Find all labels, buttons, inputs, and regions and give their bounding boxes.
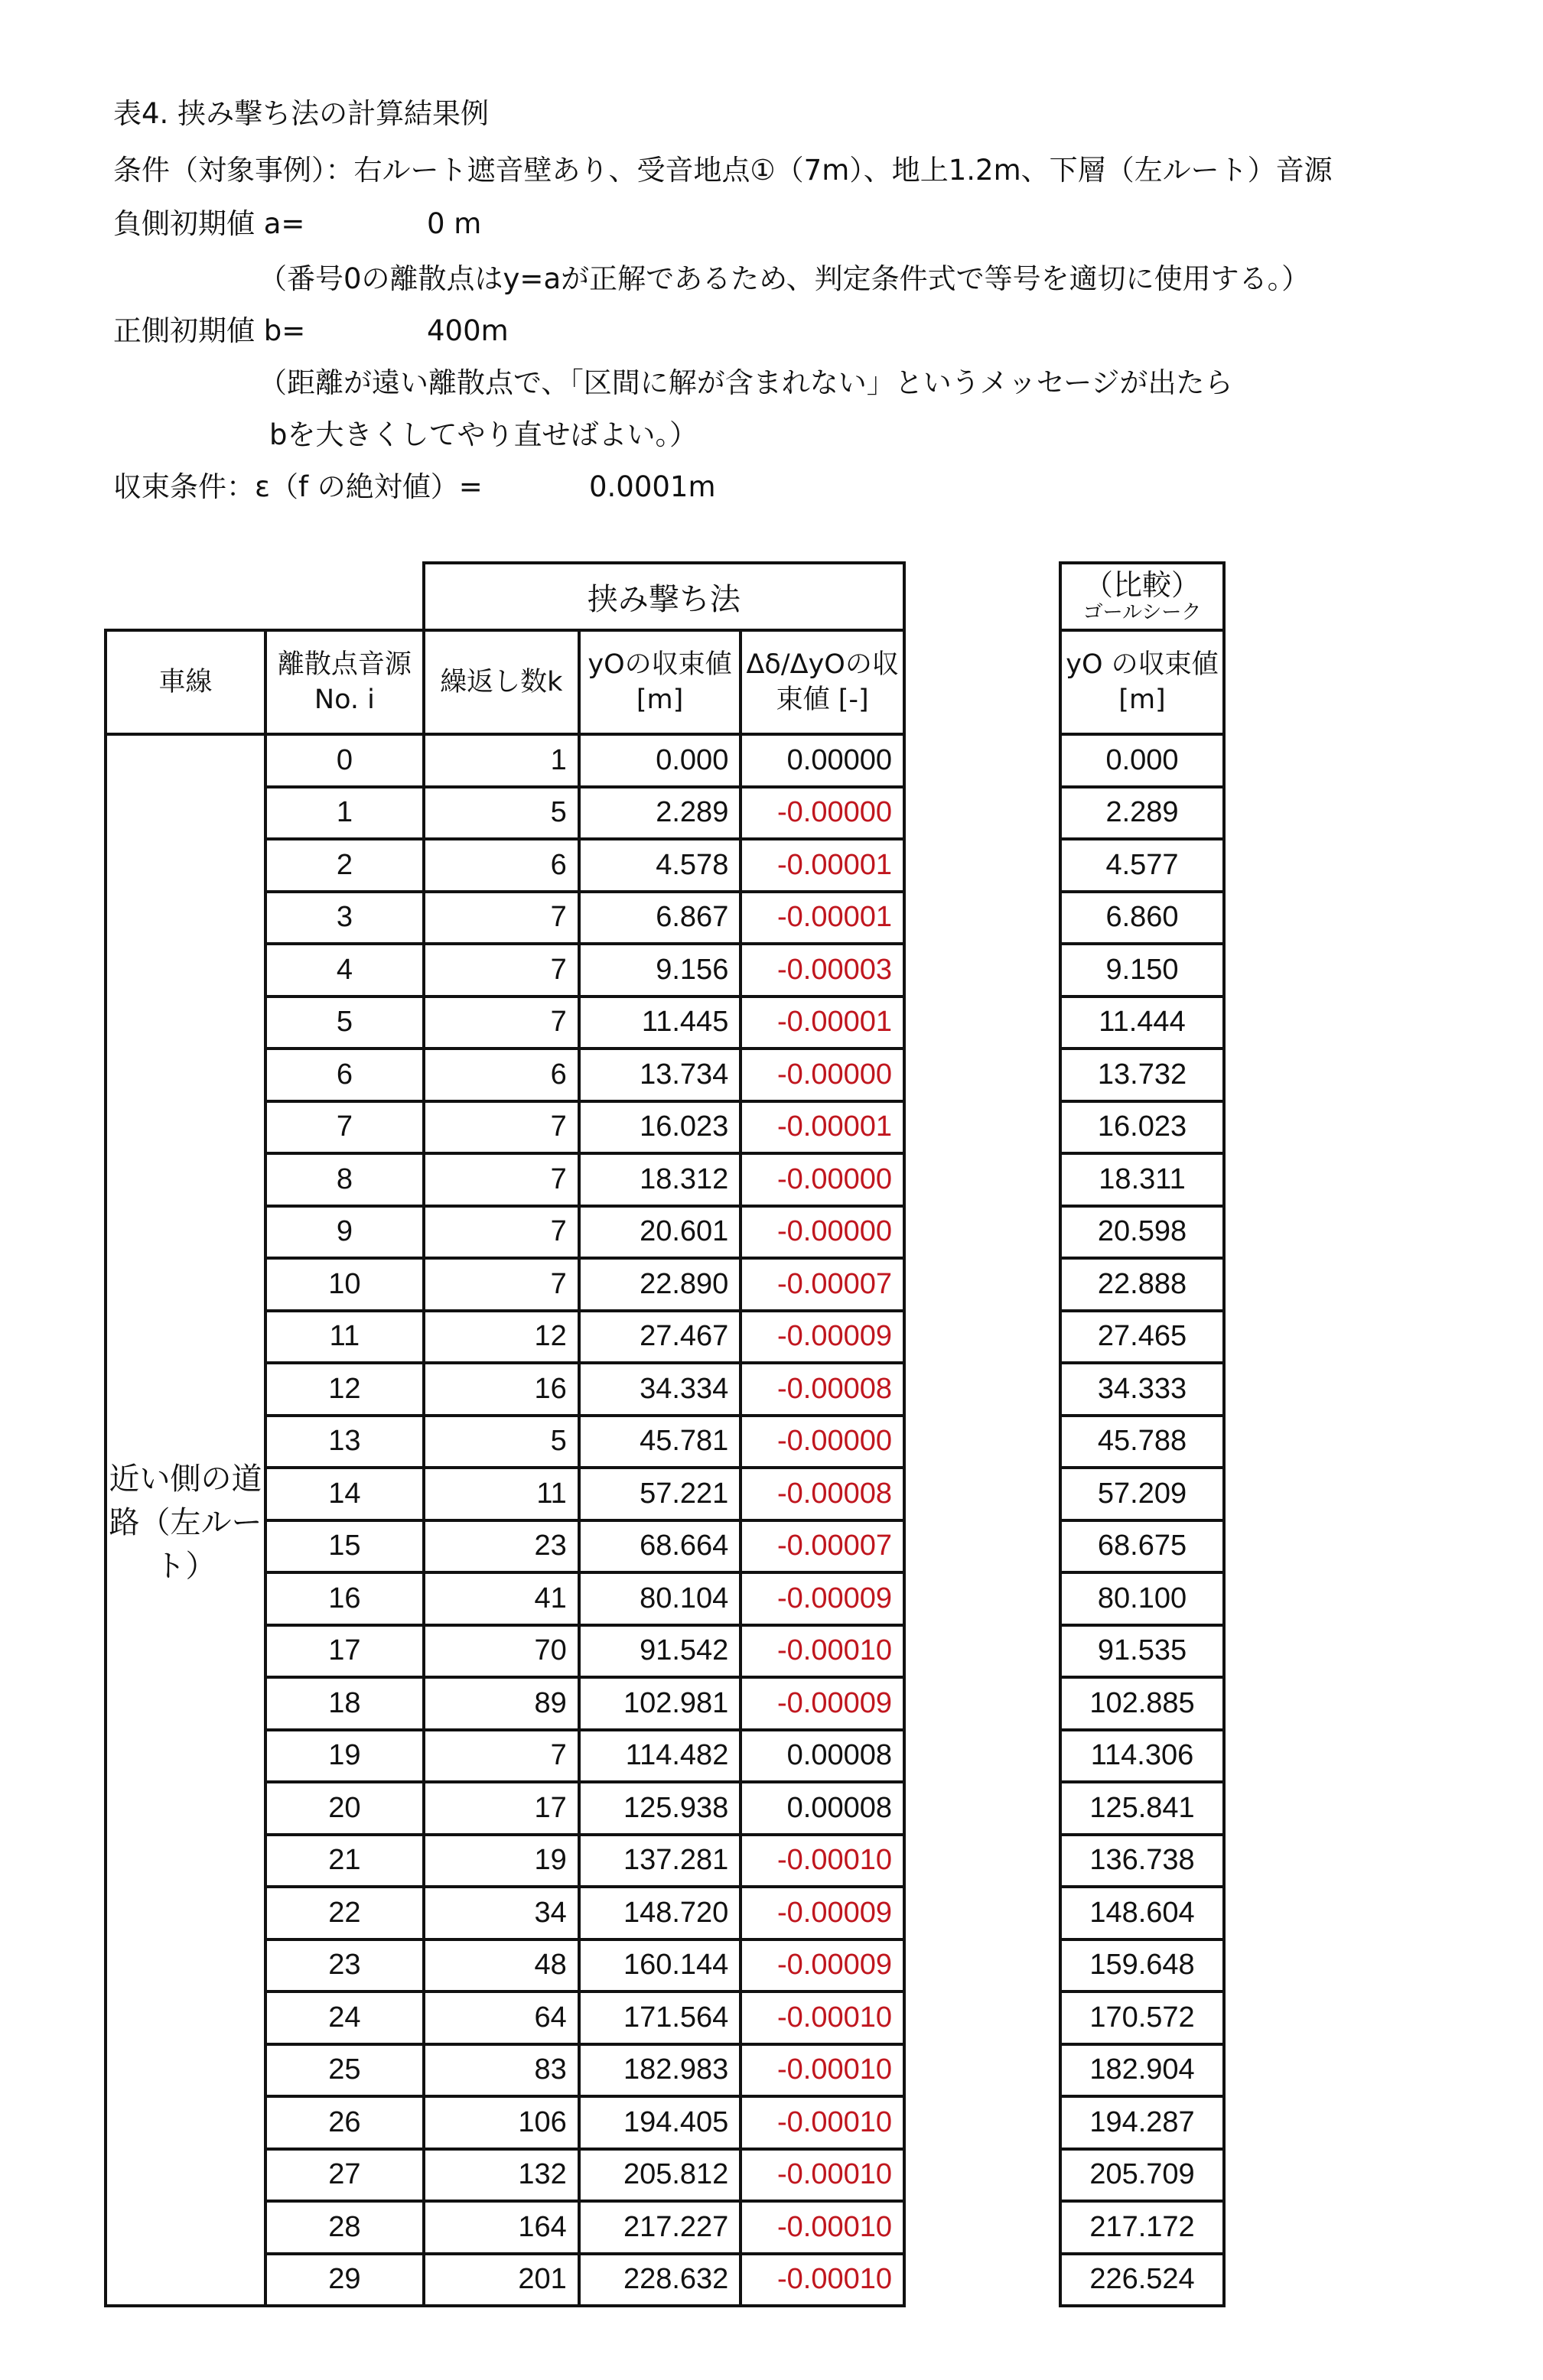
- neg-init-note: （番号0の離散点はy=aが正解であるため、判定条件式で等号を適切に使用する。）: [259, 262, 1310, 295]
- y-value-cell: 114.482: [579, 1730, 741, 1783]
- point-no-cell: 3: [265, 892, 424, 945]
- delta-cell: -0.00000: [741, 787, 904, 840]
- compare-row: [1060, 1416, 1224, 1468]
- point-no-cell: 14: [265, 1468, 424, 1520]
- iteration-cell: 6: [424, 1049, 579, 1101]
- compare-y-cell: 18.311: [1060, 1153, 1224, 1206]
- y-value-cell: 80.104: [579, 1572, 741, 1625]
- iteration-cell: 89: [424, 1677, 579, 1730]
- iteration-cell: 5: [424, 787, 579, 840]
- pos-init-label: 正側初期値 b=: [113, 314, 306, 347]
- iteration-cell: 7: [424, 892, 579, 945]
- y-value-cell: 205.812: [579, 2149, 741, 2202]
- y-value-cell: 91.542: [579, 1625, 741, 1678]
- compare-row: [1060, 1991, 1224, 2044]
- y-value-cell: 11.445: [579, 997, 741, 1049]
- compare-y-cell: 20.598: [1060, 1206, 1224, 1259]
- delta-cell: -0.00010: [741, 1625, 904, 1678]
- compare-row: [1060, 734, 1224, 787]
- compare-row: [1060, 1782, 1224, 1835]
- compare-y-cell: 217.172: [1060, 2201, 1224, 2254]
- y-value-cell: 68.664: [579, 1520, 741, 1573]
- delta-cell: -0.00003: [741, 944, 904, 997]
- y-value-cell: 217.227: [579, 2201, 741, 2254]
- point-no-cell: 21: [265, 1835, 424, 1887]
- delta-cell: -0.00010: [741, 1991, 904, 2044]
- compare-row: [1060, 1939, 1224, 1992]
- compare-row: [1060, 787, 1224, 840]
- compare-y-cell: 194.287: [1060, 2096, 1224, 2149]
- lane-cell: 近い側の道路（左ルート）: [106, 734, 265, 2306]
- y-value-cell: 182.983: [579, 2044, 741, 2097]
- compare-y-cell: 13.732: [1060, 1049, 1224, 1101]
- delta-cell: -0.00009: [741, 1677, 904, 1730]
- y-value-cell: 171.564: [579, 1991, 741, 2044]
- compare-row: [1060, 2201, 1224, 2254]
- group-header-bisection: 挟み撃ち法: [424, 563, 904, 630]
- compare-row: [1060, 1101, 1224, 1154]
- compare-row: [1060, 1625, 1224, 1678]
- compare-row: [1060, 2096, 1224, 2149]
- pos-init-note-1: （距離が遠い離散点で、「区間に解が含まれない」というメッセージが出たら: [259, 366, 1233, 399]
- delta-cell: -0.00000: [741, 1416, 904, 1468]
- results-table: [104, 561, 906, 2307]
- point-no-cell: 29: [265, 2254, 424, 2307]
- compare-y-cell: 80.100: [1060, 1572, 1224, 1625]
- iteration-cell: 201: [424, 2254, 579, 2307]
- y-value-cell: 16.023: [579, 1101, 741, 1154]
- point-no-cell: 10: [265, 1258, 424, 1311]
- compare-y-cell: 148.604: [1060, 1887, 1224, 1939]
- iteration-cell: 70: [424, 1625, 579, 1678]
- point-no-cell: 24: [265, 1991, 424, 2044]
- point-no-cell: 2: [265, 839, 424, 892]
- delta-cell: -0.00008: [741, 1468, 904, 1520]
- iteration-cell: 7: [424, 1153, 579, 1206]
- iteration-cell: 23: [424, 1520, 579, 1573]
- compare-y-cell: 114.306: [1060, 1730, 1224, 1783]
- pos-init-note-2: bを大きくしてやり直せばよい。）: [269, 418, 698, 451]
- compare-row: [1060, 1206, 1224, 1259]
- compare-y-cell: 0.000: [1060, 734, 1224, 787]
- point-no-cell: 4: [265, 944, 424, 997]
- col-header-iter: 繰返し数k: [424, 630, 579, 734]
- y-value-cell: 57.221: [579, 1468, 741, 1520]
- compare-row: [1060, 1677, 1224, 1730]
- y-value-cell: 13.734: [579, 1049, 741, 1101]
- point-no-cell: 5: [265, 997, 424, 1049]
- neg-init-label: 負側初期値 a=: [113, 207, 305, 240]
- delta-cell: 0.00008: [741, 1730, 904, 1783]
- delta-cell: -0.00010: [741, 2149, 904, 2202]
- compare-y-cell: 136.738: [1060, 1835, 1224, 1887]
- delta-cell: -0.00000: [741, 1049, 904, 1101]
- iteration-cell: 7: [424, 1730, 579, 1783]
- iteration-cell: 16: [424, 1363, 579, 1416]
- compare-y-cell: 2.289: [1060, 787, 1224, 840]
- delta-cell: -0.00009: [741, 1311, 904, 1364]
- y-value-cell: 27.467: [579, 1311, 741, 1364]
- point-no-cell: 25: [265, 2044, 424, 2097]
- compare-y-cell: 159.648: [1060, 1939, 1224, 1992]
- iteration-cell: 106: [424, 2096, 579, 2149]
- compare-y-cell: 102.885: [1060, 1677, 1224, 1730]
- table-row: [106, 734, 904, 787]
- y-value-cell: 18.312: [579, 1153, 741, 1206]
- compare-row: [1060, 2149, 1224, 2202]
- delta-cell: 0.00008: [741, 1782, 904, 1835]
- compare-y-cell: 4.577: [1060, 839, 1224, 892]
- compare-table: [1059, 561, 1226, 2307]
- iteration-cell: 48: [424, 1939, 579, 1992]
- compare-y-cell: 11.444: [1060, 997, 1224, 1049]
- compare-row: [1060, 1153, 1224, 1206]
- iteration-cell: 7: [424, 944, 579, 997]
- iteration-cell: 34: [424, 1887, 579, 1939]
- y-value-cell: 20.601: [579, 1206, 741, 1259]
- delta-cell: -0.00000: [741, 1206, 904, 1259]
- neg-init-value: 0 m: [427, 207, 482, 240]
- delta-cell: -0.00009: [741, 1572, 904, 1625]
- pos-init-value: 400m: [427, 314, 509, 347]
- compare-row: [1060, 1887, 1224, 1939]
- compare-y-cell: 27.465: [1060, 1311, 1224, 1364]
- point-no-cell: 7: [265, 1101, 424, 1154]
- y-value-cell: 148.720: [579, 1887, 741, 1939]
- delta-cell: -0.00001: [741, 1101, 904, 1154]
- iteration-cell: 64: [424, 1991, 579, 2044]
- compare-y-cell: 68.675: [1060, 1520, 1224, 1573]
- compare-row: [1060, 1468, 1224, 1520]
- compare-subtitle: ゴールシーク: [1082, 601, 1202, 624]
- compare-row: [1060, 1572, 1224, 1625]
- point-no-cell: 13: [265, 1416, 424, 1468]
- compare-row: [1060, 1520, 1224, 1573]
- point-no-cell: 12: [265, 1363, 424, 1416]
- point-no-cell: 28: [265, 2201, 424, 2254]
- condition-text: 条件（対象事例）：右ルート遮音壁あり、受音地点①（7m）、地上1.2m、下層（左ルート）音源: [113, 154, 1333, 187]
- y-value-cell: 160.144: [579, 1939, 741, 1992]
- iteration-cell: 7: [424, 997, 579, 1049]
- y-value-cell: 102.981: [579, 1677, 741, 1730]
- point-no-cell: 19: [265, 1730, 424, 1783]
- point-no-cell: 27: [265, 2149, 424, 2202]
- point-no-cell: 17: [265, 1625, 424, 1678]
- iteration-cell: 164: [424, 2201, 579, 2254]
- delta-cell: -0.00010: [741, 1835, 904, 1887]
- col-header-point: 離散点音源No. i: [265, 630, 424, 734]
- iteration-cell: 6: [424, 839, 579, 892]
- iteration-cell: 132: [424, 2149, 579, 2202]
- y-value-cell: 137.281: [579, 1835, 741, 1887]
- delta-cell: -0.00009: [741, 1939, 904, 1992]
- compare-y-cell: 226.524: [1060, 2254, 1224, 2307]
- iteration-cell: 11: [424, 1468, 579, 1520]
- point-no-cell: 23: [265, 1939, 424, 1992]
- y-value-cell: 228.632: [579, 2254, 741, 2307]
- point-no-cell: 0: [265, 734, 424, 787]
- point-no-cell: 11: [265, 1311, 424, 1364]
- iteration-cell: 7: [424, 1206, 579, 1259]
- compare-y-cell: 182.904: [1060, 2044, 1224, 2097]
- y-value-cell: 2.289: [579, 787, 741, 840]
- compare-row: [1060, 1835, 1224, 1887]
- delta-cell: -0.00007: [741, 1520, 904, 1573]
- iteration-cell: 1: [424, 734, 579, 787]
- iteration-cell: 5: [424, 1416, 579, 1468]
- col-header-y: yOの収束値 [m]: [579, 630, 741, 734]
- compare-row: [1060, 1730, 1224, 1783]
- compare-y-cell: 9.150: [1060, 944, 1224, 997]
- delta-cell: -0.00001: [741, 892, 904, 945]
- y-value-cell: 125.938: [579, 1782, 741, 1835]
- compare-row: [1060, 2254, 1224, 2307]
- compare-y-cell: 45.788: [1060, 1416, 1224, 1468]
- delta-cell: -0.00010: [741, 2096, 904, 2149]
- y-value-cell: 45.781: [579, 1416, 741, 1468]
- compare-y-cell: 16.023: [1060, 1101, 1224, 1154]
- compare-row: [1060, 944, 1224, 997]
- y-value-cell: 22.890: [579, 1258, 741, 1311]
- delta-cell: -0.00008: [741, 1363, 904, 1416]
- delta-cell: -0.00010: [741, 2254, 904, 2307]
- convergence-value: 0.0001m: [589, 470, 716, 503]
- delta-cell: -0.00010: [741, 2044, 904, 2097]
- compare-y-cell: 205.709: [1060, 2149, 1224, 2202]
- iteration-cell: 19: [424, 1835, 579, 1887]
- delta-cell: -0.00001: [741, 839, 904, 892]
- compare-row: [1060, 839, 1224, 892]
- table-caption: 表4. 挟み撃ち法の計算結果例: [113, 97, 490, 130]
- y-value-cell: 194.405: [579, 2096, 741, 2149]
- point-no-cell: 20: [265, 1782, 424, 1835]
- iteration-cell: 17: [424, 1782, 579, 1835]
- delta-cell: -0.00009: [741, 1887, 904, 1939]
- compare-header: [1060, 563, 1224, 630]
- y-value-cell: 34.334: [579, 1363, 741, 1416]
- compare-y-cell: 170.572: [1060, 1991, 1224, 2044]
- compare-row: [1060, 1049, 1224, 1101]
- point-no-cell: 1: [265, 787, 424, 840]
- compare-title: （比較）: [1083, 568, 1200, 602]
- delta-cell: -0.00001: [741, 997, 904, 1049]
- iteration-cell: 7: [424, 1258, 579, 1311]
- delta-cell: 0.00000: [741, 734, 904, 787]
- compare-row: [1060, 2044, 1224, 2097]
- iteration-cell: 41: [424, 1572, 579, 1625]
- col-header-delta: Δδ/ΔyOの収束値 [-]: [741, 630, 904, 734]
- y-value-cell: 6.867: [579, 892, 741, 945]
- compare-y-cell: 57.209: [1060, 1468, 1224, 1520]
- delta-cell: -0.00007: [741, 1258, 904, 1311]
- compare-y-cell: 34.333: [1060, 1363, 1224, 1416]
- col-header-lane: 車線: [106, 630, 265, 734]
- point-no-cell: 8: [265, 1153, 424, 1206]
- compare-y-cell: 91.535: [1060, 1625, 1224, 1678]
- iteration-cell: 7: [424, 1101, 579, 1154]
- compare-y-cell: 22.888: [1060, 1258, 1224, 1311]
- delta-cell: -0.00000: [741, 1153, 904, 1206]
- y-value-cell: 9.156: [579, 944, 741, 997]
- delta-cell: -0.00010: [741, 2201, 904, 2254]
- y-value-cell: 0.000: [579, 734, 741, 787]
- compare-row: [1060, 1363, 1224, 1416]
- compare-col-header-y: yO の収束値 [m]: [1060, 630, 1224, 734]
- point-no-cell: 22: [265, 1887, 424, 1939]
- point-no-cell: 18: [265, 1677, 424, 1730]
- point-no-cell: 6: [265, 1049, 424, 1101]
- compare-row: [1060, 892, 1224, 945]
- compare-y-cell: 125.841: [1060, 1782, 1224, 1835]
- compare-row: [1060, 997, 1224, 1049]
- point-no-cell: 9: [265, 1206, 424, 1259]
- iteration-cell: 12: [424, 1311, 579, 1364]
- point-no-cell: 26: [265, 2096, 424, 2149]
- convergence-label: 収束条件：ε（f の絶対値）=: [113, 470, 483, 503]
- point-no-cell: 15: [265, 1520, 424, 1573]
- iteration-cell: 83: [424, 2044, 579, 2097]
- compare-row: [1060, 1258, 1224, 1311]
- y-value-cell: 4.578: [579, 839, 741, 892]
- compare-y-cell: 6.860: [1060, 892, 1224, 945]
- compare-row: [1060, 1311, 1224, 1364]
- point-no-cell: 16: [265, 1572, 424, 1625]
